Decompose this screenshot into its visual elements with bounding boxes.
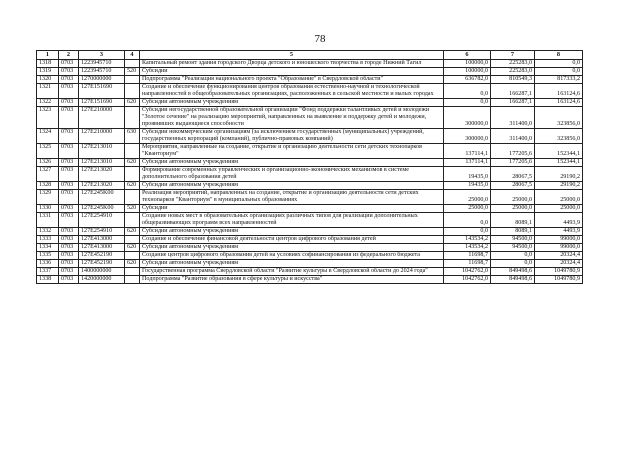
section-code-cell: 0703 [59, 99, 79, 107]
table-row [37, 60, 583, 68]
expense-type-cell: 520 [125, 205, 140, 213]
header-cell: 7 [491, 51, 535, 60]
header-cell: 8 [535, 51, 583, 60]
section-code-cell: 0703 [59, 167, 79, 182]
row-number-cell: 1337 [37, 268, 59, 276]
amount-year2-cell: 225283,0 [491, 60, 535, 68]
amount-year1-cell: 0,0 [444, 213, 491, 228]
target-article-cell: 1223945710 [79, 60, 125, 68]
row-number-cell: 1325 [37, 144, 59, 159]
section-code-cell: 0703 [59, 260, 79, 268]
section-code-cell: 0703 [59, 182, 79, 190]
amount-year2-cell: 311400,0 [491, 107, 535, 129]
amount-year1-cell: 1042762,0 [444, 276, 491, 284]
description-cell: Подпрограмма "Развитие образования в сфере культуры и искусства" [140, 276, 444, 284]
table-row [37, 167, 583, 182]
header-cell: 2 [59, 51, 79, 60]
row-number-cell: 1335 [37, 252, 59, 260]
amount-year1-cell: 0,0 [444, 84, 491, 99]
section-code-cell: 0703 [59, 276, 79, 284]
header-cell: 1 [37, 51, 59, 60]
section-code-cell: 0703 [59, 68, 79, 76]
table-row [37, 268, 583, 276]
amount-year3-cell: 29190,2 [535, 182, 583, 190]
target-article-cell: 127E452190 [79, 260, 125, 268]
amount-year2-cell: 0,0 [491, 260, 535, 268]
expense-type-cell: 620 [125, 228, 140, 236]
expense-type-cell: 620 [125, 159, 140, 167]
header-row [37, 51, 583, 60]
amount-year3-cell: 152344,1 [535, 159, 583, 167]
expense-type-cell [125, 190, 140, 205]
section-code-cell: 0703 [59, 228, 79, 236]
target-article-cell: 127E213010 [79, 144, 125, 159]
amount-year3-cell: 1049780,9 [535, 268, 583, 276]
expense-type-cell [125, 84, 140, 99]
description-cell: Реализация мероприятий, направленных на создание, открытие и организацию деятельности сети детских технопарков "Кванториум" в муниципальных образованиях [140, 190, 444, 205]
expense-type-cell [125, 276, 140, 284]
target-article-cell: 127E245K00 [79, 205, 125, 213]
table-row [37, 244, 583, 252]
header-cell: 5 [140, 51, 444, 60]
header-cell: 4 [125, 51, 140, 60]
header-cell: 3 [79, 51, 125, 60]
row-number-cell: 1324 [37, 129, 59, 144]
amount-year1-cell: 137114,1 [444, 144, 491, 159]
description-cell: Создание центров цифрового образования детей на условиях софинансирования из федерального бюджета [140, 252, 444, 260]
row-number-cell: 1326 [37, 159, 59, 167]
description-cell: Субсидии автономным учреждениям [140, 260, 444, 268]
description-cell: Субсидии автономным учреждениям [140, 244, 444, 252]
expense-type-cell [125, 76, 140, 84]
amount-year1-cell: 25000,0 [444, 205, 491, 213]
table-row [37, 129, 583, 144]
amount-year3-cell: 0,0 [535, 68, 583, 76]
section-code-cell: 0703 [59, 236, 79, 244]
section-code-cell: 0703 [59, 159, 79, 167]
section-code-cell: 0703 [59, 60, 79, 68]
amount-year3-cell: 163124,6 [535, 84, 583, 99]
row-number-cell: 1319 [37, 68, 59, 76]
amount-year1-cell: 0,0 [444, 228, 491, 236]
expense-type-cell: 620 [125, 182, 140, 190]
table-row [37, 144, 583, 159]
amount-year3-cell: 25000,0 [535, 190, 583, 205]
row-number-cell: 1321 [37, 84, 59, 99]
description-cell: Государственная программа Свердловской области "Развитие культуры в Свердловской области до 2024 года" [140, 268, 444, 276]
expense-type-cell: 520 [125, 68, 140, 76]
amount-year3-cell: 4493,9 [535, 213, 583, 228]
expense-type-cell [125, 144, 140, 159]
description-cell: Субсидии [140, 205, 444, 213]
section-code-cell: 0703 [59, 244, 79, 252]
expense-type-cell [125, 167, 140, 182]
amount-year1-cell: 1042762,0 [444, 268, 491, 276]
description-cell: Субсидии негосударственной образовательной организации "Фонд поддержки талантливых детей и молодежи "Золотое сечение" на реализацию мероприятий, направленных на выявление и поддержку детей и молодежи, проявивших выдающиеся способности [140, 107, 444, 129]
section-code-cell: 0703 [59, 268, 79, 276]
row-number-cell: 1327 [37, 167, 59, 182]
amount-year2-cell: 166287,1 [491, 99, 535, 107]
section-code-cell: 0703 [59, 107, 79, 129]
description-cell: Создание и обеспечение функционирования центров образования естественно-научной и технологической направленностей в общеобразовательных организациях, расположенных в сельской местности и малых городах [140, 84, 444, 99]
row-number-cell: 1318 [37, 60, 59, 68]
expense-type-cell: 620 [125, 260, 140, 268]
amount-year2-cell: 177205,6 [491, 159, 535, 167]
amount-year1-cell: 11698,7 [444, 260, 491, 268]
description-cell: Формирование современных управленческих и организационно-экономических механизмов в системе дополнительного образования детей [140, 167, 444, 182]
description-cell: Капитальный ремонт здания городского Дворца детского и юношеского творчества в городе Нижний Тагил [140, 60, 444, 68]
target-article-cell: 1270000000 [79, 76, 125, 84]
amount-year3-cell: 152344,1 [535, 144, 583, 159]
expense-type-cell: 620 [125, 99, 140, 107]
table-row [37, 252, 583, 260]
expense-type-cell [125, 107, 140, 129]
description-cell: Субсидии некоммерческим организациям (за исключением государственных (муниципальных) учреждений, государственных корпораций (компаний), публично-правовых компаний) [140, 129, 444, 144]
amount-year2-cell: 28067,5 [491, 167, 535, 182]
amount-year2-cell: 166287,1 [491, 84, 535, 99]
description-cell: Создание и обеспечение финансовой деятельности центров цифрового образования детей [140, 236, 444, 244]
amount-year3-cell: 817333,2 [535, 76, 583, 84]
row-number-cell: 1333 [37, 236, 59, 244]
row-number-cell: 1320 [37, 76, 59, 84]
amount-year3-cell: 323856,0 [535, 129, 583, 144]
expense-type-cell [125, 236, 140, 244]
description-cell: Подпрограмма "Реализация национального проекта "Образование" в Свердловской области" [140, 76, 444, 84]
section-code-cell: 0703 [59, 190, 79, 205]
amount-year1-cell: 25000,0 [444, 190, 491, 205]
description-cell: Субсидии автономным учреждениям [140, 99, 444, 107]
amount-year1-cell: 0,0 [444, 99, 491, 107]
target-article-cell: 127E210000 [79, 107, 125, 129]
target-article-cell: 127E254910 [79, 228, 125, 236]
table-row [37, 228, 583, 236]
amount-year3-cell: 99000,0 [535, 236, 583, 244]
row-number-cell: 1336 [37, 260, 59, 268]
amount-year2-cell: 8089,1 [491, 213, 535, 228]
amount-year1-cell: 143534,2 [444, 244, 491, 252]
table-row [37, 260, 583, 268]
amount-year3-cell: 99000,0 [535, 244, 583, 252]
amount-year1-cell: 300000,0 [444, 129, 491, 144]
header-cell: 6 [444, 51, 491, 60]
table-row [37, 68, 583, 76]
expense-type-cell: 620 [125, 244, 140, 252]
row-number-cell: 1329 [37, 190, 59, 205]
description-cell: Мероприятия, направленные на создание, открытие и организацию деятельности сети детских технопарков "Кванториум" [140, 144, 444, 159]
target-article-cell: 127E213010 [79, 159, 125, 167]
description-cell: Субсидии автономным учреждениям [140, 182, 444, 190]
page-number: 78 [314, 33, 326, 45]
target-article-cell: 127E151690 [79, 84, 125, 99]
amount-year2-cell: 28067,5 [491, 182, 535, 190]
table-row [37, 190, 583, 205]
section-code-cell: 0703 [59, 252, 79, 260]
table-row [37, 107, 583, 129]
table-row [37, 76, 583, 84]
target-article-cell: 1223945710 [79, 68, 125, 76]
table-row [37, 276, 583, 284]
amount-year3-cell: 0,0 [535, 60, 583, 68]
amount-year1-cell: 137114,1 [444, 159, 491, 167]
amount-year3-cell: 20324,4 [535, 252, 583, 260]
target-article-cell: 127E452190 [79, 252, 125, 260]
amount-year3-cell: 1049780,9 [535, 276, 583, 284]
amount-year2-cell: 225283,0 [491, 68, 535, 76]
row-number-cell: 1322 [37, 99, 59, 107]
amount-year3-cell: 20324,4 [535, 260, 583, 268]
section-code-cell: 0703 [59, 76, 79, 84]
target-article-cell: 127E413000 [79, 236, 125, 244]
expense-type-cell: 630 [125, 129, 140, 144]
table-row [37, 159, 583, 167]
amount-year3-cell: 29190,2 [535, 167, 583, 182]
expense-type-cell [125, 60, 140, 68]
amount-year1-cell: 300000,0 [444, 107, 491, 129]
amount-year1-cell: 143534,2 [444, 236, 491, 244]
amount-year2-cell: 849498,6 [491, 268, 535, 276]
amount-year3-cell: 4493,9 [535, 228, 583, 236]
amount-year1-cell: 11698,7 [444, 252, 491, 260]
target-article-cell: 127E151690 [79, 99, 125, 107]
amount-year3-cell: 25000,0 [535, 205, 583, 213]
row-number-cell: 1334 [37, 244, 59, 252]
amount-year2-cell: 177205,6 [491, 144, 535, 159]
amount-year2-cell: 94500,0 [491, 244, 535, 252]
table-row [37, 84, 583, 99]
row-number-cell: 1332 [37, 228, 59, 236]
target-article-cell: 127E413000 [79, 244, 125, 252]
description-cell: Субсидии [140, 68, 444, 76]
amount-year1-cell: 19435,0 [444, 182, 491, 190]
amount-year2-cell: 311400,0 [491, 129, 535, 144]
target-article-cell: 127E210000 [79, 129, 125, 144]
row-number-cell: 1331 [37, 213, 59, 228]
expense-type-cell [125, 268, 140, 276]
budget-table [36, 50, 583, 284]
row-number-cell: 1330 [37, 205, 59, 213]
target-article-cell: 127E213020 [79, 182, 125, 190]
section-code-cell: 0703 [59, 144, 79, 159]
table-row [37, 205, 583, 213]
table-row [37, 182, 583, 190]
amount-year1-cell: 100000,0 [444, 60, 491, 68]
amount-year1-cell: 100000,0 [444, 68, 491, 76]
expense-type-cell [125, 213, 140, 228]
amount-year2-cell: 25000,0 [491, 190, 535, 205]
amount-year2-cell: 25000,0 [491, 205, 535, 213]
table-row [37, 213, 583, 228]
section-code-cell: 0703 [59, 84, 79, 99]
amount-year1-cell: 636782,0 [444, 76, 491, 84]
amount-year2-cell: 0,0 [491, 252, 535, 260]
amount-year2-cell: 94500,0 [491, 236, 535, 244]
amount-year3-cell: 323856,0 [535, 107, 583, 129]
target-article-cell: 1420000000 [79, 276, 125, 284]
description-cell: Субсидии автономным учреждениям [140, 159, 444, 167]
amount-year3-cell: 163124,6 [535, 99, 583, 107]
target-article-cell: 1400000000 [79, 268, 125, 276]
target-article-cell: 127E245K00 [79, 190, 125, 205]
target-article-cell: 127E254910 [79, 213, 125, 228]
table-row [37, 236, 583, 244]
section-code-cell: 0703 [59, 213, 79, 228]
section-code-cell: 0703 [59, 129, 79, 144]
description-cell: Создание новых мест в образовательных организациях различных типов для реализации дополнительных общеразвивающих программ всех направленностей [140, 213, 444, 228]
expense-type-cell [125, 252, 140, 260]
section-code-cell: 0703 [59, 205, 79, 213]
row-number-cell: 1328 [37, 182, 59, 190]
amount-year2-cell: 810549,3 [491, 76, 535, 84]
target-article-cell: 127E213020 [79, 167, 125, 182]
description-cell: Субсидии автономным учреждениям [140, 228, 444, 236]
row-number-cell: 1338 [37, 276, 59, 284]
table-row [37, 99, 583, 107]
amount-year1-cell: 19435,0 [444, 167, 491, 182]
amount-year2-cell: 849498,6 [491, 276, 535, 284]
amount-year2-cell: 8089,1 [491, 228, 535, 236]
row-number-cell: 1323 [37, 107, 59, 129]
